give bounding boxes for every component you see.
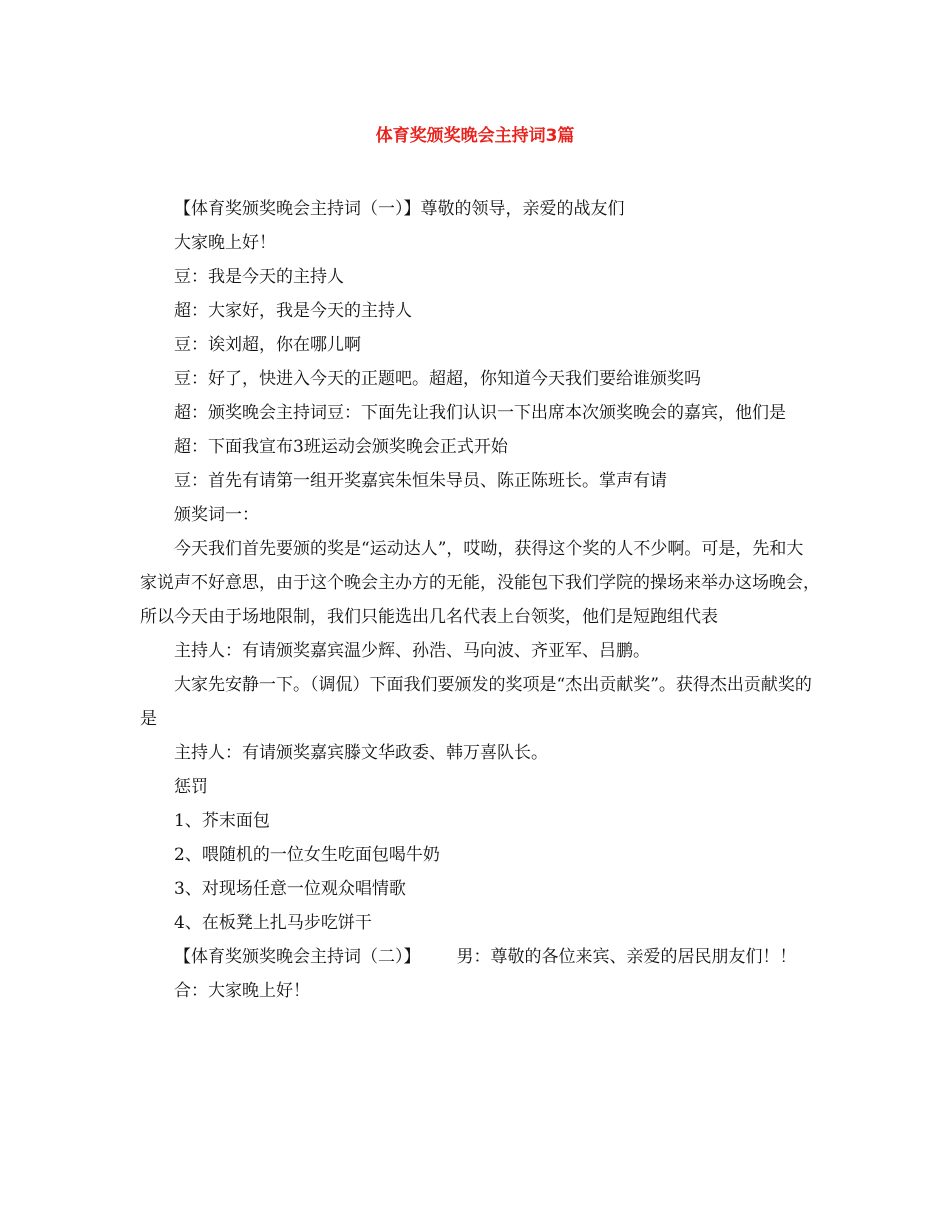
- list-item: 1、芥末面包: [174, 811, 270, 831]
- paragraph: 合：大家晚上好！: [174, 981, 310, 1001]
- section-2-text: 男：尊敬的各位来宾、亲爱的居民朋友们！！: [456, 947, 797, 967]
- paragraph: 主持人：有请颁奖嘉宾滕文华政委、韩万喜队长。: [174, 743, 548, 763]
- paragraph: 主持人：有请颁奖嘉宾温少辉、孙浩、马向波、齐亚军、吕鹏。: [174, 641, 650, 661]
- list-item: 4、在板凳上扎马步吃饼干: [174, 913, 372, 933]
- paragraph: 豆：我是今天的主持人: [174, 267, 344, 287]
- paragraph: 今天我们首先要颁的奖是“运动达人”，哎呦，获得这个奖的人不少啊。可是，先和大家说声不好意思，由于这个晚会主办方的无能，没能包下我们学院的操场来举办这场晚会，所以今天由于场地限制，我们只能选出几名代表上台领奖，他们是短跑组代表: [140, 539, 820, 627]
- paragraph: 大家先安静一下。（调侃）下面我们要颁发的奖项是“杰出贡献奖”。获得杰出贡献奖的是: [140, 675, 812, 729]
- document-title: 体育奖颁奖晚会主持词3篇: [375, 126, 575, 146]
- list-item: 3、对现场任意一位观众唱情歌: [174, 879, 406, 899]
- list-item: 2、喂随机的一位女生吃面包喝牛奶: [174, 845, 440, 865]
- paragraph: 超：颁奖晚会主持词豆：下面先让我们认识一下出席本次颁奖晚会的嘉宾，他们是: [174, 403, 786, 423]
- paragraph: 豆：首先有请第一组开奖嘉宾朱恒朱导员、陈正陈班长。掌声有请: [174, 471, 667, 491]
- section-2-heading: 【体育奖颁奖晚会主持词（二）】: [174, 947, 421, 967]
- section-2-paragraph: [140, 940, 820, 974]
- paragraph: 超：下面我宣布3班运动会颁奖晚会正式开始: [174, 437, 508, 457]
- paragraph: 惩罚: [174, 777, 208, 797]
- paragraph: 颁奖词一：: [174, 505, 259, 525]
- paragraph: 超：大家好，我是今天的主持人: [174, 301, 412, 321]
- document-body: [140, 192, 820, 1008]
- paragraph: 【体育奖颁奖晚会主持词（一）】尊敬的领导，亲爱的战友们: [174, 199, 625, 219]
- paragraph: 豆：诶刘超，你在哪儿啊: [174, 335, 361, 355]
- paragraph: 大家晚上好！: [174, 233, 276, 253]
- paragraph: 豆：好了，快进入今天的正题吧。超超，你知道今天我们要给谁颁奖吗: [174, 369, 701, 389]
